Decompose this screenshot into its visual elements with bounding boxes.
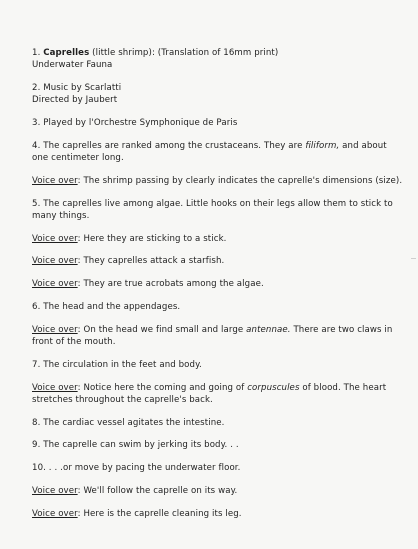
item-text: The circulation in the feet and body. [40,359,202,370]
director-credit: Directed by Jaubert [32,95,118,106]
item-9 [32,439,404,451]
italic-term: antennae. [246,324,291,335]
item-text: The caprelles live among algae. Little hooks on their legs allow them to stick to many things. [32,198,393,221]
item-7 [32,359,404,371]
item-text: The caprelle can swim by jerking its body. . . [40,440,239,451]
voice-over-text: of blood. The heart stretches throughout the caprelle's back. [32,382,387,405]
voice-over-text: : Here they are sticking to a stick. [77,233,227,244]
voice-over-label: Voice over [32,485,78,496]
film-subtitle: (little shrimp): (Translation of 16mm print) [89,48,279,58]
item-text: The caprelles are ranked among the crustaceans. They are [40,140,306,151]
voice-over-4 [32,278,404,290]
item-10 [32,462,404,474]
item-1 [32,47,404,71]
voice-over-text: : They are true acrobats among the algae. [77,279,264,290]
item-number: 8. [32,417,41,428]
film-series: Underwater Fauna [32,60,113,71]
item-number: 7. [32,359,41,370]
item-text: . . .or move by pacing the underwater floor. [45,463,241,474]
item-5 [32,198,404,222]
scan-mark [411,258,416,259]
item-2 [32,82,404,106]
item-4 [32,140,404,164]
script-text [32,47,404,531]
item-number: 9. [32,440,41,451]
voice-over-3 [32,255,404,267]
film-title: Caprelles [43,48,90,58]
music-credit: Music by Scarlatti [40,83,122,93]
voice-over-text: : We'll follow the caprelle on its way. [77,485,238,496]
item-number: 5. [32,198,41,209]
voice-over-1 [32,175,404,187]
item-number: 4. [32,140,41,151]
item-text: Played by l'Orchestre Symphonique de Paris [40,118,238,128]
italic-term: filiform, [305,140,340,151]
voice-over-label: Voice over [32,279,78,290]
item-number: 3. [32,118,41,128]
voice-over-label: Voice over [32,175,78,186]
item-number: 6. [32,301,41,312]
item-text: and about one centimeter long. [32,140,387,163]
voice-over-label: Voice over [32,324,78,335]
voice-over-text: : They caprelles attack a starfish. [77,256,225,267]
item-8 [32,417,404,429]
voice-over-2 [32,233,404,245]
voice-over-label: Voice over [32,508,78,519]
voice-over-text: : Here is the caprelle cleaning its leg. [77,508,242,519]
item-number: 2. [32,83,41,93]
voice-over-label: Voice over [32,256,78,267]
item-text: The cardiac vessel agitates the intestine. [40,417,225,428]
item-3 [32,117,404,129]
voice-over-text: : The shrimp passing by clearly indicates the caprelle's dimensions (size). [77,175,403,186]
item-text: The head and the appendages. [40,301,181,312]
voice-over-5 [32,324,404,348]
voice-over-text: : On the head we find small and large [77,324,247,335]
voice-over-label: Voice over [32,382,78,393]
item-6 [32,301,404,313]
voice-over-label: Voice over [32,233,78,244]
italic-term: corpuscules [247,382,300,393]
item-number: 1. [32,48,41,58]
voice-over-6 [32,382,404,406]
item-number: 10. [32,463,46,474]
voice-over-7 [32,485,404,497]
voice-over-text: : Notice here the coming and going of [77,382,248,393]
voice-over-text: There are two claws in front of the mouth. [32,324,393,347]
voice-over-8 [32,508,404,520]
